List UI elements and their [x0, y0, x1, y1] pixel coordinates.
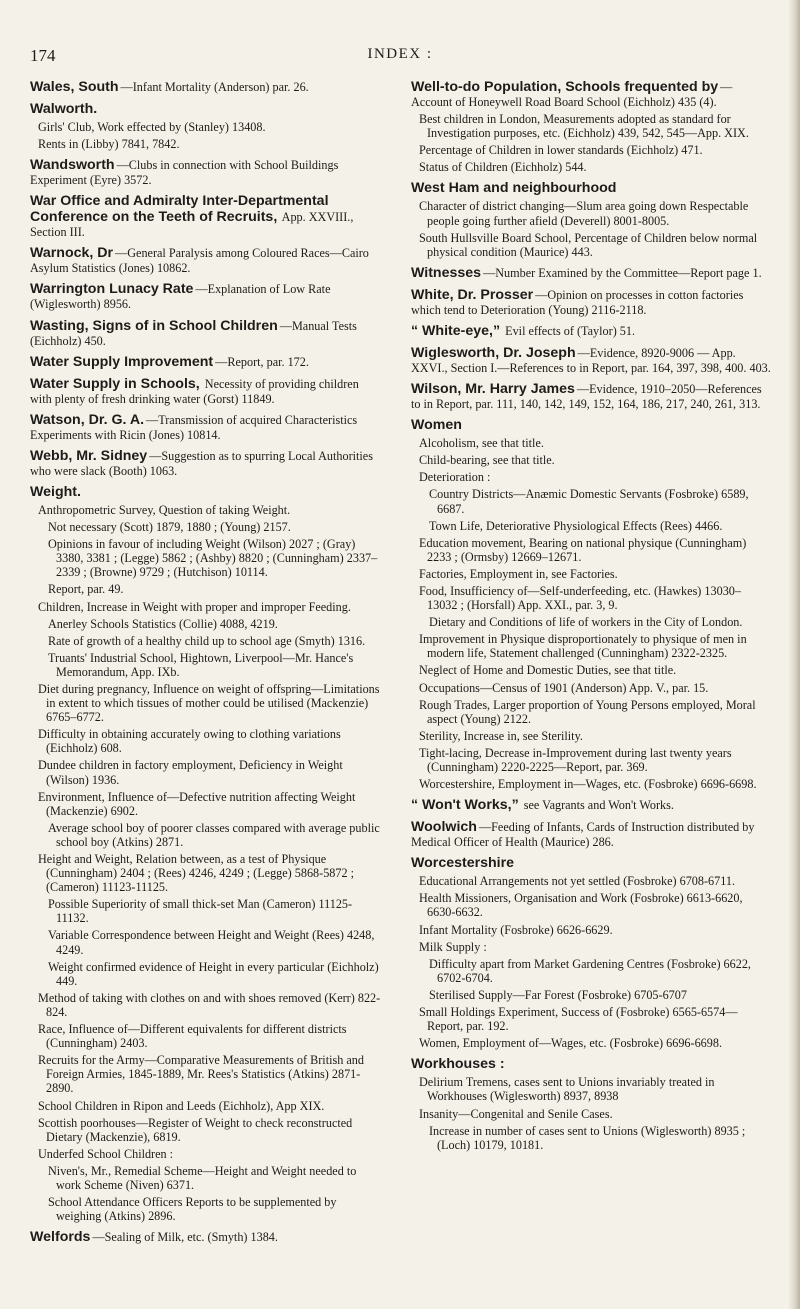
- index-entry: [30, 412, 382, 442]
- sub-entry: Percentage of Children in lower standards (Eichholz) 471.: [419, 143, 703, 158]
- index-entry: [411, 323, 771, 339]
- entry-line: [30, 376, 382, 406]
- sub-entry: Neglect of Home and Domestic Duties, see that title.: [419, 663, 677, 678]
- entry-heading: “ White-eye,”: [411, 322, 501, 339]
- index-entry: [411, 797, 771, 813]
- sub-entry: Child-bearing, see that title.: [419, 453, 555, 468]
- entry-heading: Workhouses :: [411, 1056, 505, 1073]
- entry-line: [30, 1229, 382, 1245]
- sub-entry: Alcoholism, see that title.: [419, 436, 544, 451]
- sub-entry: Character of district changing—Slum area going down Respectable people going further afield (Deverell) 8001-8005.: [419, 199, 749, 228]
- index-entry: [30, 354, 382, 370]
- sub-entry: Best children in London, Measurements adopted as standard for Investigation purposes, etc. (Eichholz) 439, 542, 545—App. XIX.: [419, 112, 749, 141]
- sub-entry: Dietary and Conditions of life of workers in the City of London.: [429, 615, 743, 630]
- entry-text: —Account of Honeywell Road Board School (Eichholz) 435 (4).: [411, 80, 733, 109]
- index-entry: [30, 79, 382, 95]
- index-entry: [411, 345, 771, 375]
- entry-text: see Vagrants and Won't Works.: [520, 798, 674, 813]
- sub-entry: Not necessary (Scott) 1879, 1880 ; (Young) 2157.: [48, 520, 291, 535]
- entry-text: —Transmission of acquired Characteristics Experiments with Ricin (Jones) 10814.: [30, 412, 358, 442]
- entry-text: —Manual Tests (Eichholz) 450.: [30, 318, 357, 348]
- entry-heading: Walworth.: [30, 101, 98, 117]
- sub-entry: Sterilised Supply—Far Forest (Fosbroke) 6705-6707: [429, 987, 687, 1002]
- sub-entry: Average school boy of poorer classes compared with average public school boy (Atkins) 2871.: [48, 820, 380, 849]
- page-header: [30, 46, 770, 66]
- entry-heading: Weight.: [30, 483, 81, 500]
- sub-entry: Recruits for the Army—Comparative Measurements of British and Foreign Armies, 1845-1889, Mr. Rees's Statistics (Atkins) 2871-2890.: [38, 1053, 364, 1096]
- entry-text: —Number Examined by the Committee—Report page 1.: [483, 265, 762, 280]
- sub-entry: Scottish poorhouses—Register of Weight to check reconstructed Dietary (Mackenzie), 6819.: [38, 1115, 353, 1144]
- sub-entry: Method of taking with clothes on and with shoes removed (Kerr) 822-824.: [38, 990, 381, 1019]
- entry-text: —Opinion on processes in cotton factories which tend to Deterioration (Young) 2116-2118.: [411, 287, 744, 317]
- sub-entry: Milk Supply :: [419, 939, 487, 954]
- sub-entry: Rough Trades, Larger proportion of Young Persons employed, Moral aspect (Young) 2122.: [419, 697, 756, 726]
- entry-line: [411, 417, 771, 433]
- entry-text: —Evidence, 1910–2050—References to in Report, par. 111, 140, 142, 149, 152, 164, 186, 217, 240, 261, 313.: [411, 382, 762, 412]
- sub-entry: Dundee children in factory employment, Deficiency in Weight (Wilson) 1936.: [38, 758, 343, 787]
- entry-line: [30, 193, 382, 239]
- sub-entry: Anthropometric Survey, Question of taking Weight.: [38, 502, 291, 517]
- sub-entry: Insanity—Congenital and Senile Cases.: [419, 1106, 613, 1121]
- sub-entry: Weight confirmed evidence of Height in every particular (Eichholz) 449.: [48, 959, 379, 988]
- entry-heading: Water Supply in Schools,: [30, 375, 200, 392]
- entry-line: [411, 1056, 771, 1072]
- index-entry: [411, 381, 771, 411]
- sub-entry: Improvement in Physique disproportionately to physique of men in modern life, Statement challenged (Cunningham) 2322-2325.: [419, 632, 747, 661]
- entry-heading: Wales, South: [30, 79, 119, 95]
- entry-text: Necessity of providing children with plenty of fresh drinking water (Gorst) 11849.: [30, 376, 359, 406]
- entry-text: —Explanation of Low Rate (Wiglesworth) 8956.: [30, 282, 331, 312]
- entry-line: [30, 101, 382, 117]
- entry-heading: Watson, Dr. G. A.: [30, 411, 145, 428]
- entry-text: —Clubs in connection with School Buildings Experiment (Eyre) 3572.: [30, 158, 339, 188]
- entry-heading: Witnesses: [411, 264, 482, 281]
- entry-line: [30, 281, 382, 311]
- index-entry: [411, 855, 771, 1050]
- sub-entry: Environment, Influence of—Defective nutrition affecting Weight (Mackenzie) 6902.: [38, 789, 356, 818]
- entry-line: [411, 265, 771, 281]
- sub-entry: Niven's, Mr., Remedial Scheme—Height and Weight needed to work Scheme (Niven) 6371.: [48, 1163, 357, 1192]
- entry-line: [30, 318, 382, 348]
- left-column: [30, 79, 382, 1251]
- entry-heading: Webb, Mr. Sidney: [30, 447, 148, 464]
- entry-line: [411, 323, 771, 339]
- entry-text: Evil effects of (Taylor) 51.: [502, 323, 636, 338]
- entry-line: [30, 484, 382, 500]
- index-entry: [30, 318, 382, 348]
- sub-entry: Status of Children (Eichholz) 544.: [419, 160, 587, 175]
- sub-entry: Difficulty in obtaining accurately owing to clothing variations (Eichholz) 608.: [38, 727, 341, 756]
- entry-heading: Women: [411, 417, 462, 434]
- sub-entry: Health Missioners, Organisation and Work (Fosbroke) 6613-6620, 6630-6632.: [419, 891, 743, 920]
- right-column: [411, 79, 771, 1158]
- index-entry: [411, 819, 771, 849]
- entry-heading: Wasting, Signs of in School Children: [30, 317, 278, 334]
- entry-heading: “ Won't Works,”: [411, 797, 519, 814]
- entry-text: —General Paralysis among Coloured Races—Cairo Asylum Statistics (Jones) 10862.: [30, 246, 369, 276]
- index-entry: [30, 101, 382, 151]
- index-entry: [411, 1056, 771, 1151]
- index-entry: [30, 1229, 382, 1245]
- entry-line: [411, 381, 771, 411]
- entry-heading: Welfords: [30, 1229, 91, 1246]
- sub-entry: Country Districts—Anæmic Domestic Servants (Fosbroke) 6589, 6687.: [429, 487, 749, 516]
- sub-entry: Variable Correspondence between Height and Weight (Rees) 4248, 4249.: [48, 928, 375, 957]
- sub-entry: Race, Influence of—Different equivalents for different districts (Cunningham) 2403.: [38, 1022, 347, 1051]
- entry-line: [30, 412, 382, 442]
- entry-line: [30, 157, 382, 187]
- entry-heading: Water Supply Improvement: [30, 353, 214, 370]
- sub-entry: School Children in Ripon and Leeds (Eichholz), App XIX.: [38, 1098, 325, 1113]
- index-entry: [30, 448, 382, 478]
- sub-entry: Factories, Employment in, see Factories.: [419, 566, 618, 581]
- entry-heading: White, Dr. Prosser: [411, 286, 534, 303]
- index-entry: [411, 287, 771, 317]
- entry-heading: Warrington Lunacy Rate: [30, 281, 194, 298]
- entry-line: [411, 287, 771, 317]
- entry-heading: Warnock, Dr: [30, 245, 114, 262]
- sub-entry: Height and Weight, Relation between, as a test of Physique (Cunningham) 2404 ; (Rees) 4246, 4249 ; (Legge) 5868-5872 ; (Cameron) 11123-11125.: [38, 852, 355, 895]
- entry-heading: Woolwich: [411, 819, 477, 836]
- entry-line: [30, 448, 382, 478]
- sub-entry: Small Holdings Experiment, Success of (Fosbroke) 6565-6574—Report, par. 192.: [419, 1005, 738, 1034]
- sub-entry: Delirium Tremens, cases sent to Unions invariably treated in Workhouses (Wiglesworth) 8937, 8938: [419, 1075, 715, 1104]
- sub-entry: South Hullsville Board School, Percentage of Children below normal physical condition (Maurice) 443.: [419, 230, 758, 259]
- entry-text: App. XXVIII., Section III.: [30, 210, 354, 240]
- sub-entry: Underfed School Children :: [38, 1146, 174, 1161]
- index-entry: [30, 484, 382, 1223]
- sub-entry: Difficulty apart from Market Gardening Centres (Fosbroke) 6622, 6702-6704.: [429, 956, 751, 985]
- entry-heading: Wandsworth: [30, 157, 115, 174]
- entry-line: [411, 797, 771, 813]
- entry-text: —Evidence, 8920-9006 — App. XXVI., Section I.—References to in Report, par. 164, 397, 398, 400. 403.: [411, 345, 771, 375]
- index-entry: [411, 265, 771, 281]
- sub-entry: School Attendance Officers Reports to be supplemented by weighing (Atkins) 2896.: [48, 1195, 337, 1224]
- sub-entry: Women, Employment of—Wages, etc. (Fosbroke) 6696-6698.: [419, 1036, 723, 1051]
- entry-heading: Worcestershire: [411, 855, 515, 872]
- sub-entry: Sterility, Increase in, see Sterility.: [419, 728, 583, 743]
- index-entry: [30, 157, 382, 187]
- entry-text: —Sealing of Milk, etc. (Smyth) 1384.: [92, 1230, 278, 1245]
- index-entry: [30, 376, 382, 406]
- sub-entry: Tight-lacing, Decrease in-Improvement during last twenty years (Cunningham) 2220-2225—Report, par. 369.: [419, 745, 732, 774]
- entry-heading: Wilson, Mr. Harry James: [411, 381, 575, 398]
- entry-heading: Wiglesworth, Dr. Joseph: [411, 344, 576, 361]
- index-entry: [30, 281, 382, 311]
- entry-heading: West Ham and neighbourhood: [411, 180, 617, 197]
- index-entry: [30, 193, 382, 239]
- index-entry: [30, 245, 382, 275]
- sub-entry: Children, Increase in Weight with proper and improper Feeding.: [38, 599, 351, 614]
- sub-entry: Infant Mortality (Fosbroke) 6626-6629.: [419, 922, 613, 937]
- sub-entry: Occupations—Census of 1901 (Anderson) App. V., par. 15.: [419, 680, 709, 695]
- entry-text: —Suggestion as to spurring Local Authorities who were slack (Booth) 1063.: [30, 448, 373, 478]
- sub-entry: Town Life, Deteriorative Physiological Effects (Rees) 4466.: [429, 518, 723, 533]
- page-edge: [788, 0, 800, 1309]
- running-head: INDEX :: [367, 46, 433, 62]
- entry-line: [411, 180, 771, 196]
- entry-heading: Well-to-do Population, Schools frequented by: [411, 79, 719, 95]
- sub-entry: Increase in number of cases sent to Unions (Wiglesworth) 8935 ; (Loch) 10179, 10181.: [429, 1123, 746, 1152]
- entry-text: —Feeding of Infants, Cards of Instruction distributed by Medical Officer of Health (Maurice) 286.: [411, 820, 755, 850]
- entry-line: [30, 79, 382, 95]
- sub-entry: Report, par. 49.: [48, 582, 124, 597]
- page-number: 174: [30, 46, 56, 65]
- entry-heading: War Office and Admiralty Inter-Departmental Conference on the Teeth of Recruits,: [30, 193, 329, 226]
- entry-text: —Infant Mortality (Anderson) par. 26.: [120, 80, 309, 94]
- entry-line: [30, 354, 382, 370]
- sub-entry: Rents in (Libby) 7841, 7842.: [38, 137, 180, 152]
- index-entry: [411, 79, 771, 174]
- sub-entry: Education movement, Bearing on national physique (Cunningham) 2233 ; (Ormsby) 12669–12671.: [419, 535, 747, 564]
- index-entry: [411, 180, 771, 258]
- sub-entry: Opinions in favour of including Weight (Wilson) 2027 ; (Gray) 3380, 3381 ; (Legge) 5862 ; (Ashby) 8820 ; (Cunningham) 2337–2339 ; (Browne) 9729 ; (Hutchison) 10114.: [48, 537, 378, 580]
- entry-line: [411, 819, 771, 849]
- entry-text: —Report, par. 172.: [215, 354, 309, 369]
- entry-line: [411, 345, 771, 375]
- sub-entry: Truants' Industrial School, Hightown, Liverpool—Mr. Hance's Memorandum, App. IXb.: [48, 650, 354, 679]
- sub-entry: Worcestershire, Employment in—Wages, etc. (Fosbroke) 6696-6698.: [419, 777, 757, 792]
- sub-entry: Possible Superiority of small thick-set Man (Cameron) 11125-11132.: [48, 897, 353, 926]
- entry-line: [411, 855, 771, 871]
- entry-line: [411, 79, 771, 109]
- sub-entry: Educational Arrangements not yet settled (Fosbroke) 6708-6711.: [419, 874, 736, 889]
- sub-entry: Deterioration :: [419, 470, 491, 485]
- sub-entry: Rate of growth of a healthy child up to school age (Smyth) 1316.: [48, 633, 366, 648]
- sub-entry: Anerley Schools Statistics (Collie) 4088, 4219.: [48, 616, 278, 631]
- index-entry: [411, 417, 771, 791]
- sub-entry: Food, Insufficiency of—Self-underfeeding, etc. (Hawkes) 13030–13032 ; (Horsfall) App. XXI., par. 3, 9.: [419, 583, 741, 613]
- entry-line: [30, 245, 382, 275]
- sub-entry: Girls' Club, Work effected by (Stanley) 13408.: [38, 120, 266, 134]
- sub-entry: Diet during pregnancy, Influence on weight of offspring—Limitations in extent to which tissues of mother could be utilised (Mackenzie) 6765–6772.: [38, 681, 380, 725]
